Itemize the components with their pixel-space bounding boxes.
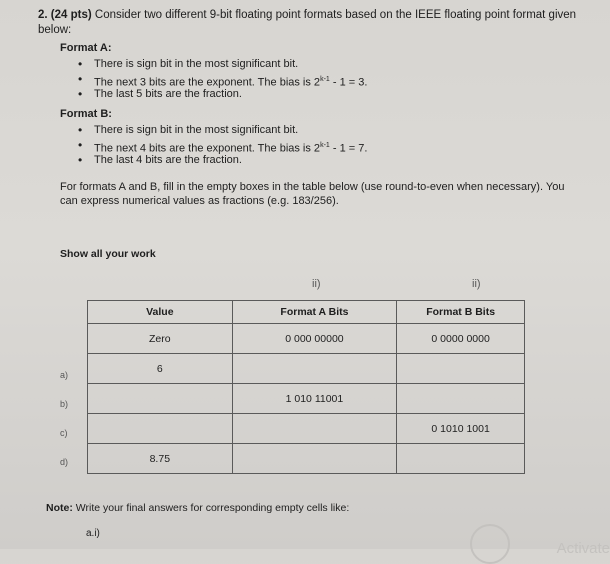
header-format-b: Format B Bits [397, 301, 525, 324]
format-a-bullet: • The next 3 bits are the exponent. The bias is 2$^{k-1}$ - 1 = 3. [72, 72, 367, 87]
format-b-list [72, 123, 367, 168]
format-b-bullet: • The last 4 bits are the fraction. [72, 153, 367, 168]
cell-format-b[interactable] [397, 444, 525, 474]
format-a-bullet: • The last 5 bits are the fraction. [72, 87, 367, 102]
question-number: 2. [38, 9, 48, 21]
cell-format-a: 1 010 11001 [232, 384, 397, 414]
row-label-a: a) [60, 370, 69, 380]
cell-value: 6 [88, 354, 233, 384]
cell-format-a[interactable] [232, 354, 397, 384]
column-marker-a: ii) [312, 278, 321, 290]
cell-format-a: 0 000 00000 [232, 324, 397, 354]
cell-value: Zero [88, 324, 233, 354]
row-label-c: c) [60, 428, 68, 438]
table-row [88, 444, 525, 474]
table-row [88, 354, 525, 384]
question-header [38, 8, 583, 38]
row-label-d: d) [60, 457, 69, 467]
note-bold: Note: [46, 502, 73, 514]
cell-value[interactable] [88, 384, 233, 414]
header-value: Value [88, 301, 233, 324]
cell-value: 8.75 [88, 444, 233, 474]
cell-format-b: 0 0000 0000 [397, 324, 525, 354]
format-a-label: Format A: [60, 42, 112, 54]
watermark-text: Activate [556, 540, 610, 557]
show-work-label: Show all your work [60, 248, 156, 260]
cell-format-a[interactable] [232, 414, 397, 444]
table-row [88, 324, 525, 354]
question-points: (24 pts) [50, 9, 92, 21]
format-b-bullet: • There is sign bit in the most significant bit. [72, 123, 367, 138]
answer-example: a.i) [86, 528, 100, 539]
conversion-table [87, 300, 525, 474]
cell-format-b: 0 1010 1001 [397, 414, 525, 444]
header-format-a: Format A Bits [232, 301, 397, 324]
note-text: Note: Write your final answers for corresponding empty cells like: [46, 502, 350, 514]
format-a-bullet: • There is sign bit in the most significant bit. [72, 57, 367, 72]
question-text: Consider two different 9-bit floating point formats based on the IEEE floating point format given below: [38, 9, 577, 36]
format-a-list [72, 57, 367, 102]
format-b-bullet: • The next 4 bits are the exponent. The bias is 2$^{k-1}$ - 1 = 7. [72, 138, 367, 153]
watermark-circle-icon [470, 524, 510, 564]
instructions-text: For formats A and B, fill in the empty boxes in the table below (use round-to-even when necessary). You can express numerical values as fractions (e.g. 183/256). [60, 181, 565, 207]
table-row [88, 414, 525, 444]
table-header-row [88, 301, 525, 324]
format-b-label: Format B: [60, 108, 112, 120]
cell-format-a[interactable] [232, 444, 397, 474]
cell-format-b[interactable] [397, 384, 525, 414]
column-marker-b: ii) [472, 278, 481, 290]
table-row [88, 384, 525, 414]
cell-format-b[interactable] [397, 354, 525, 384]
row-label-b: b) [60, 399, 69, 409]
cell-value[interactable] [88, 414, 233, 444]
